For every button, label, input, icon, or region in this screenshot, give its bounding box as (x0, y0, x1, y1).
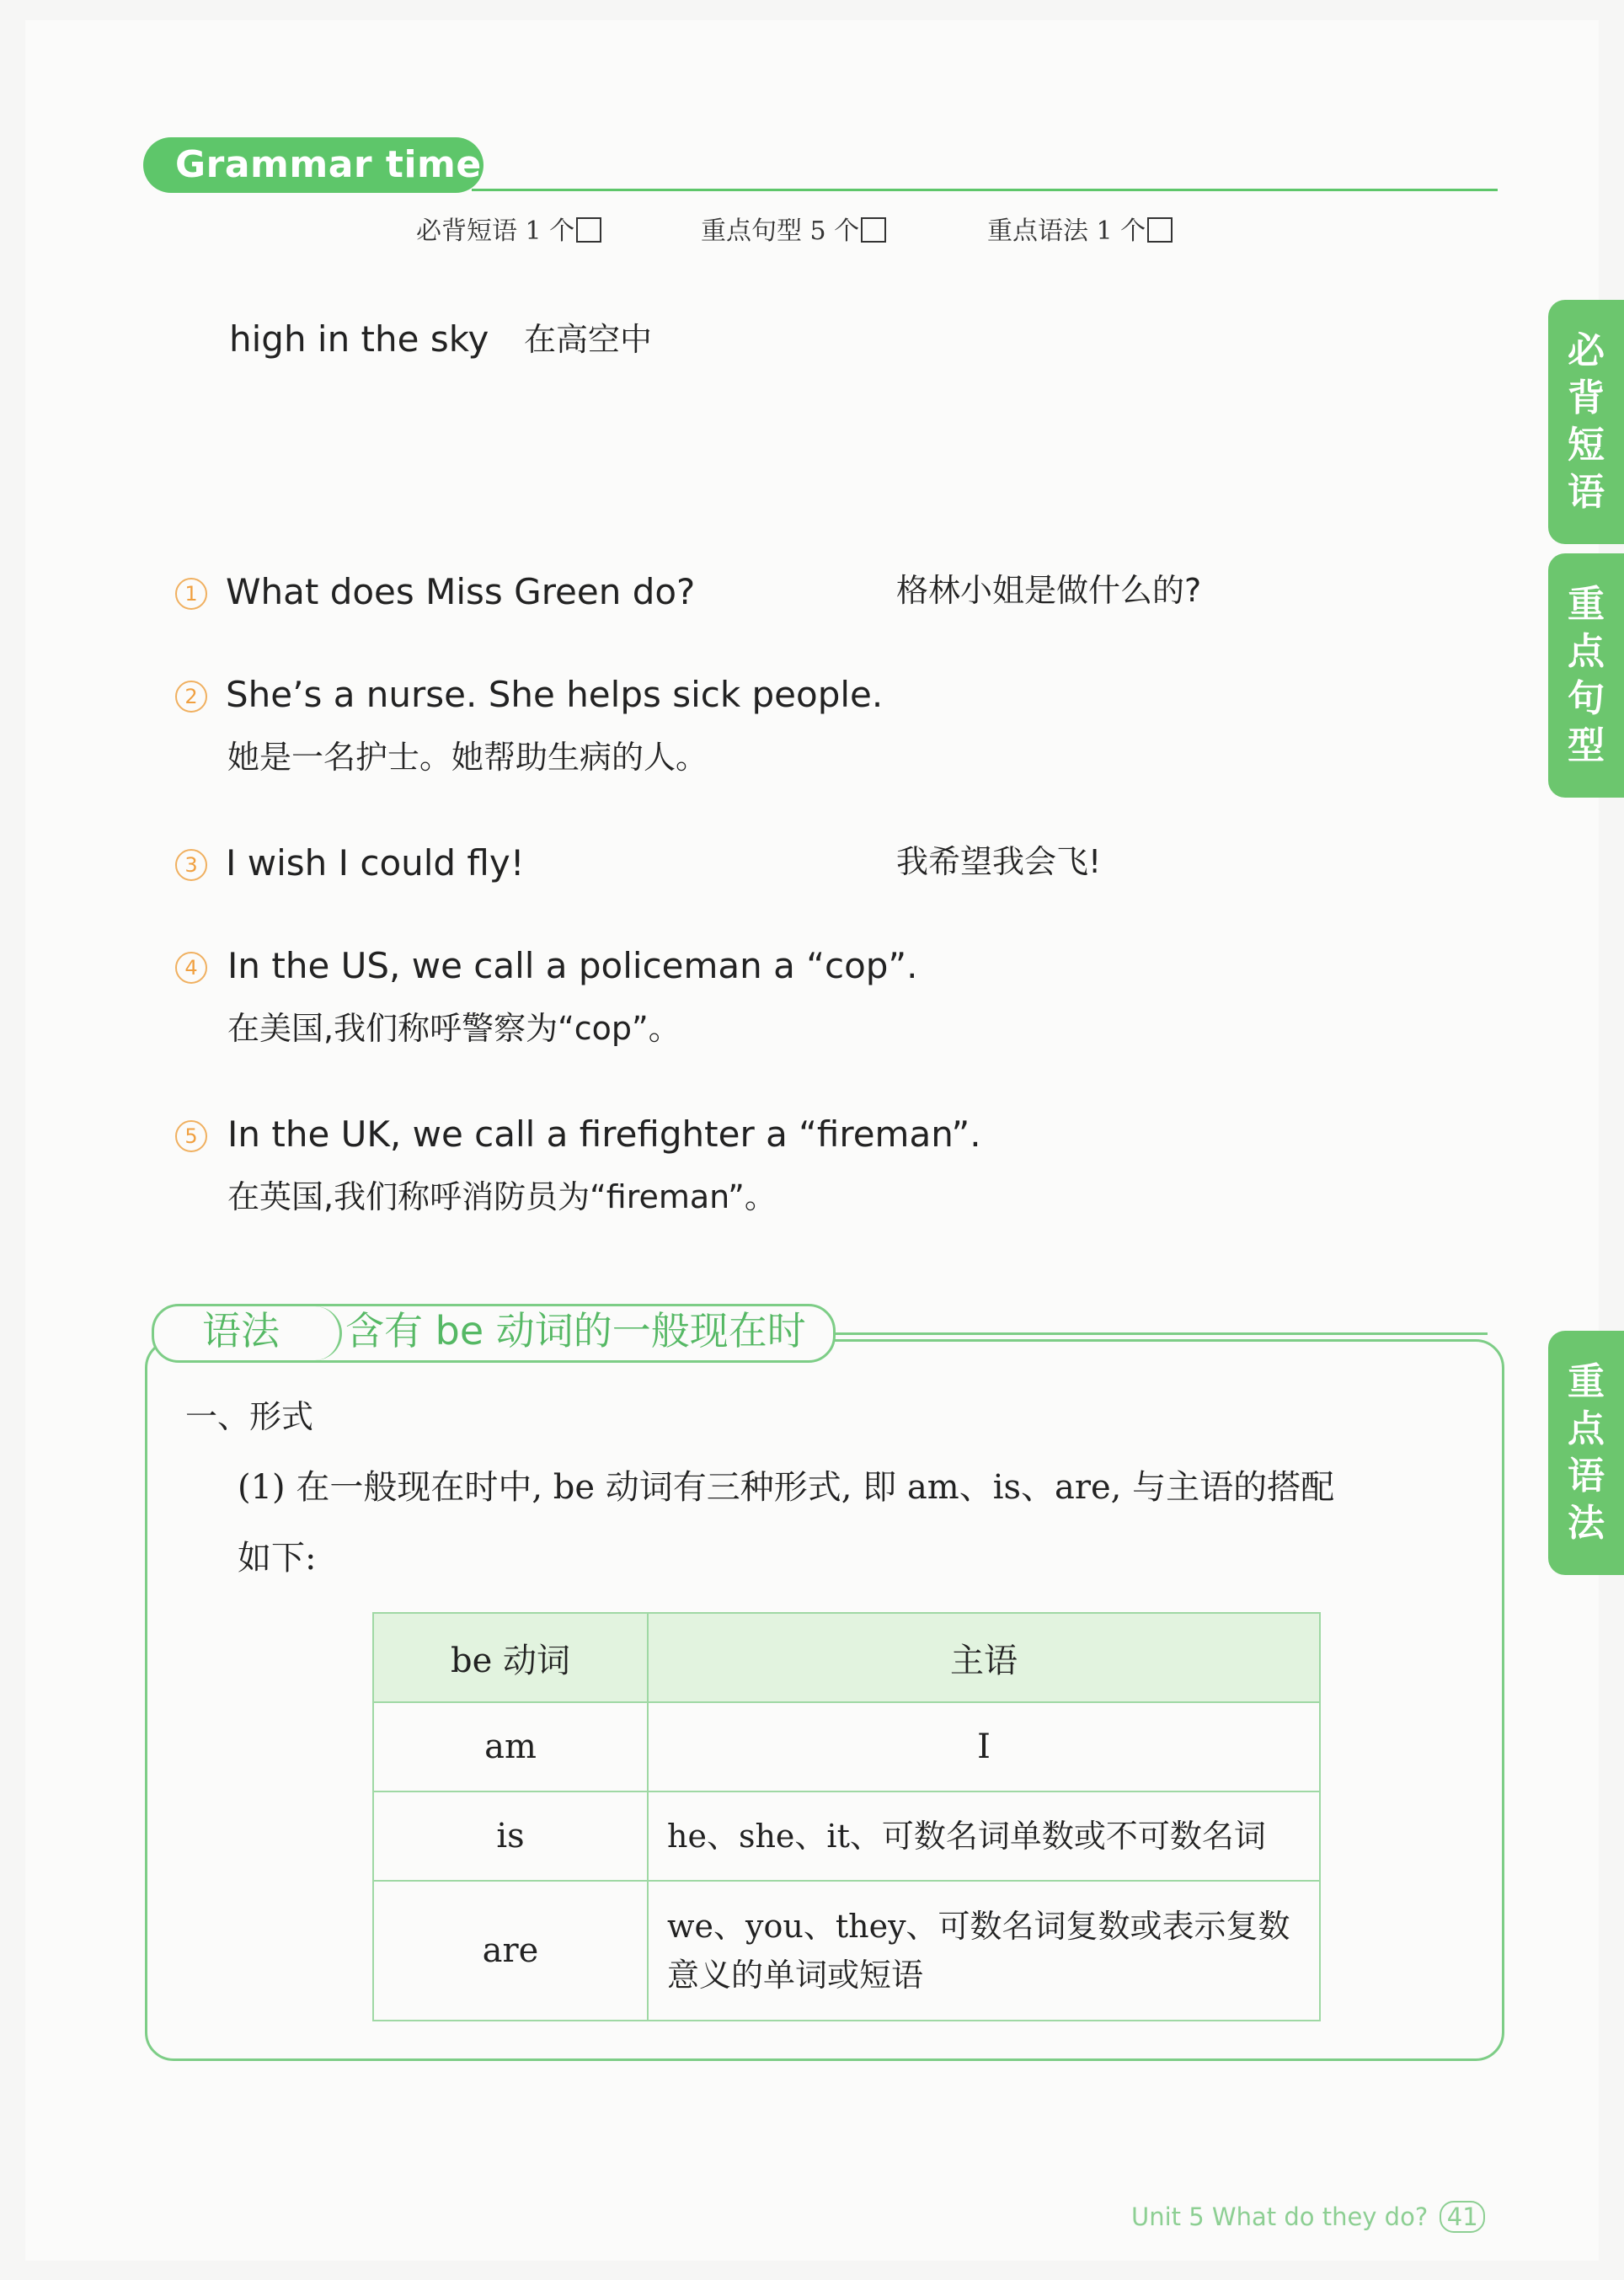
sentence-3-chinese: 我希望我会飞! (896, 843, 1102, 880)
tab-label: 必背短语 (1568, 329, 1605, 514)
grammar-section-heading: 一、形式 (185, 1398, 314, 1435)
footer-unit-title: Unit 5 What do they do? (1131, 2203, 1429, 2231)
sentence-number-2: 2 (175, 681, 207, 713)
grammar-header-line (831, 1332, 1488, 1335)
stat-count: 1 个 (525, 216, 575, 246)
page-number: 41 (1440, 2201, 1485, 2233)
stat-phrases (416, 215, 601, 248)
table-header-row (373, 1613, 1320, 1702)
checkbox-icon (1147, 217, 1173, 243)
checkbox-icon (576, 217, 601, 243)
sentence-number-3: 3 (175, 849, 207, 881)
table-cell: is (373, 1791, 648, 1881)
table-header: be 动词 (373, 1613, 648, 1702)
table-cell: are (373, 1881, 648, 2021)
table-row (373, 1791, 1320, 1881)
tab-phrases[interactable] (1548, 300, 1624, 544)
grammar-paragraph-line2: 如下: (238, 1539, 317, 1578)
stat-label: 必背短语 (416, 216, 517, 246)
phrase-chinese: 在高空中 (524, 321, 653, 358)
sentence-2-english: She’s a nurse. She helps sick people. (226, 674, 884, 715)
page-footer (1131, 2200, 1485, 2234)
table-row (373, 1881, 1320, 2021)
grammar-tag-label: 语法 (202, 1308, 280, 1354)
stat-label: 重点句型 (701, 216, 802, 246)
sentence-2-chinese: 她是一名护士。她帮助生病的人。 (227, 739, 708, 776)
sentence-number-4: 4 (175, 952, 207, 984)
sentence-4-chinese: 在美国,我们称呼警察为“cop”。 (227, 1010, 681, 1047)
grammar-title: 含有 be 动词的一般现在时 (345, 1308, 806, 1354)
phrase-english: high in the sky (229, 318, 489, 360)
stat-count: 5 个 (809, 216, 860, 246)
stat-count: 1 个 (1096, 216, 1146, 246)
table-row (373, 1702, 1320, 1791)
tab-label: 重点语法 (1568, 1360, 1605, 1545)
grammar-paragraph-line1: (1) 在一般现在时中, be 动词有三种形式, 即 am、is、are, 与主语的搭配 (238, 1468, 1335, 1507)
sentence-number-5: 5 (175, 1120, 207, 1152)
stat-grammar (987, 215, 1173, 248)
sentence-1-chinese: 格林小姐是做什么的? (896, 572, 1202, 609)
table-header: 主语 (648, 1613, 1320, 1702)
tab-label: 重点句型 (1568, 583, 1605, 767)
table-cell: I (648, 1702, 1320, 1791)
sentence-5-chinese: 在英国,我们称呼消防员为“fireman”。 (227, 1178, 777, 1215)
tab-sentences[interactable] (1548, 553, 1624, 798)
table-cell: we、you、they、可数名词复数或表示复数意义的单词或短语 (648, 1881, 1320, 2021)
tab-grammar[interactable] (1548, 1331, 1624, 1575)
be-verb-table (372, 1612, 1321, 2021)
checkbox-icon (861, 217, 886, 243)
sentence-4-english: In the US, we call a policeman a “cop”. (227, 945, 918, 986)
sentence-5-english: In the UK, we call a firefighter a “fireman”. (227, 1113, 981, 1155)
sentence-1-english: What does Miss Green do? (226, 571, 696, 612)
stat-label: 重点语法 (987, 216, 1088, 246)
sentence-number-1: 1 (175, 578, 207, 610)
sentence-3-english: I wish I could fly! (226, 842, 525, 884)
section-title: Grammar time (175, 143, 482, 186)
header-divider (472, 189, 1498, 191)
table-cell: am (373, 1702, 648, 1791)
stat-sentences (701, 215, 886, 248)
table-cell: he、she、it、可数名词单数或不可数名词 (648, 1791, 1320, 1881)
